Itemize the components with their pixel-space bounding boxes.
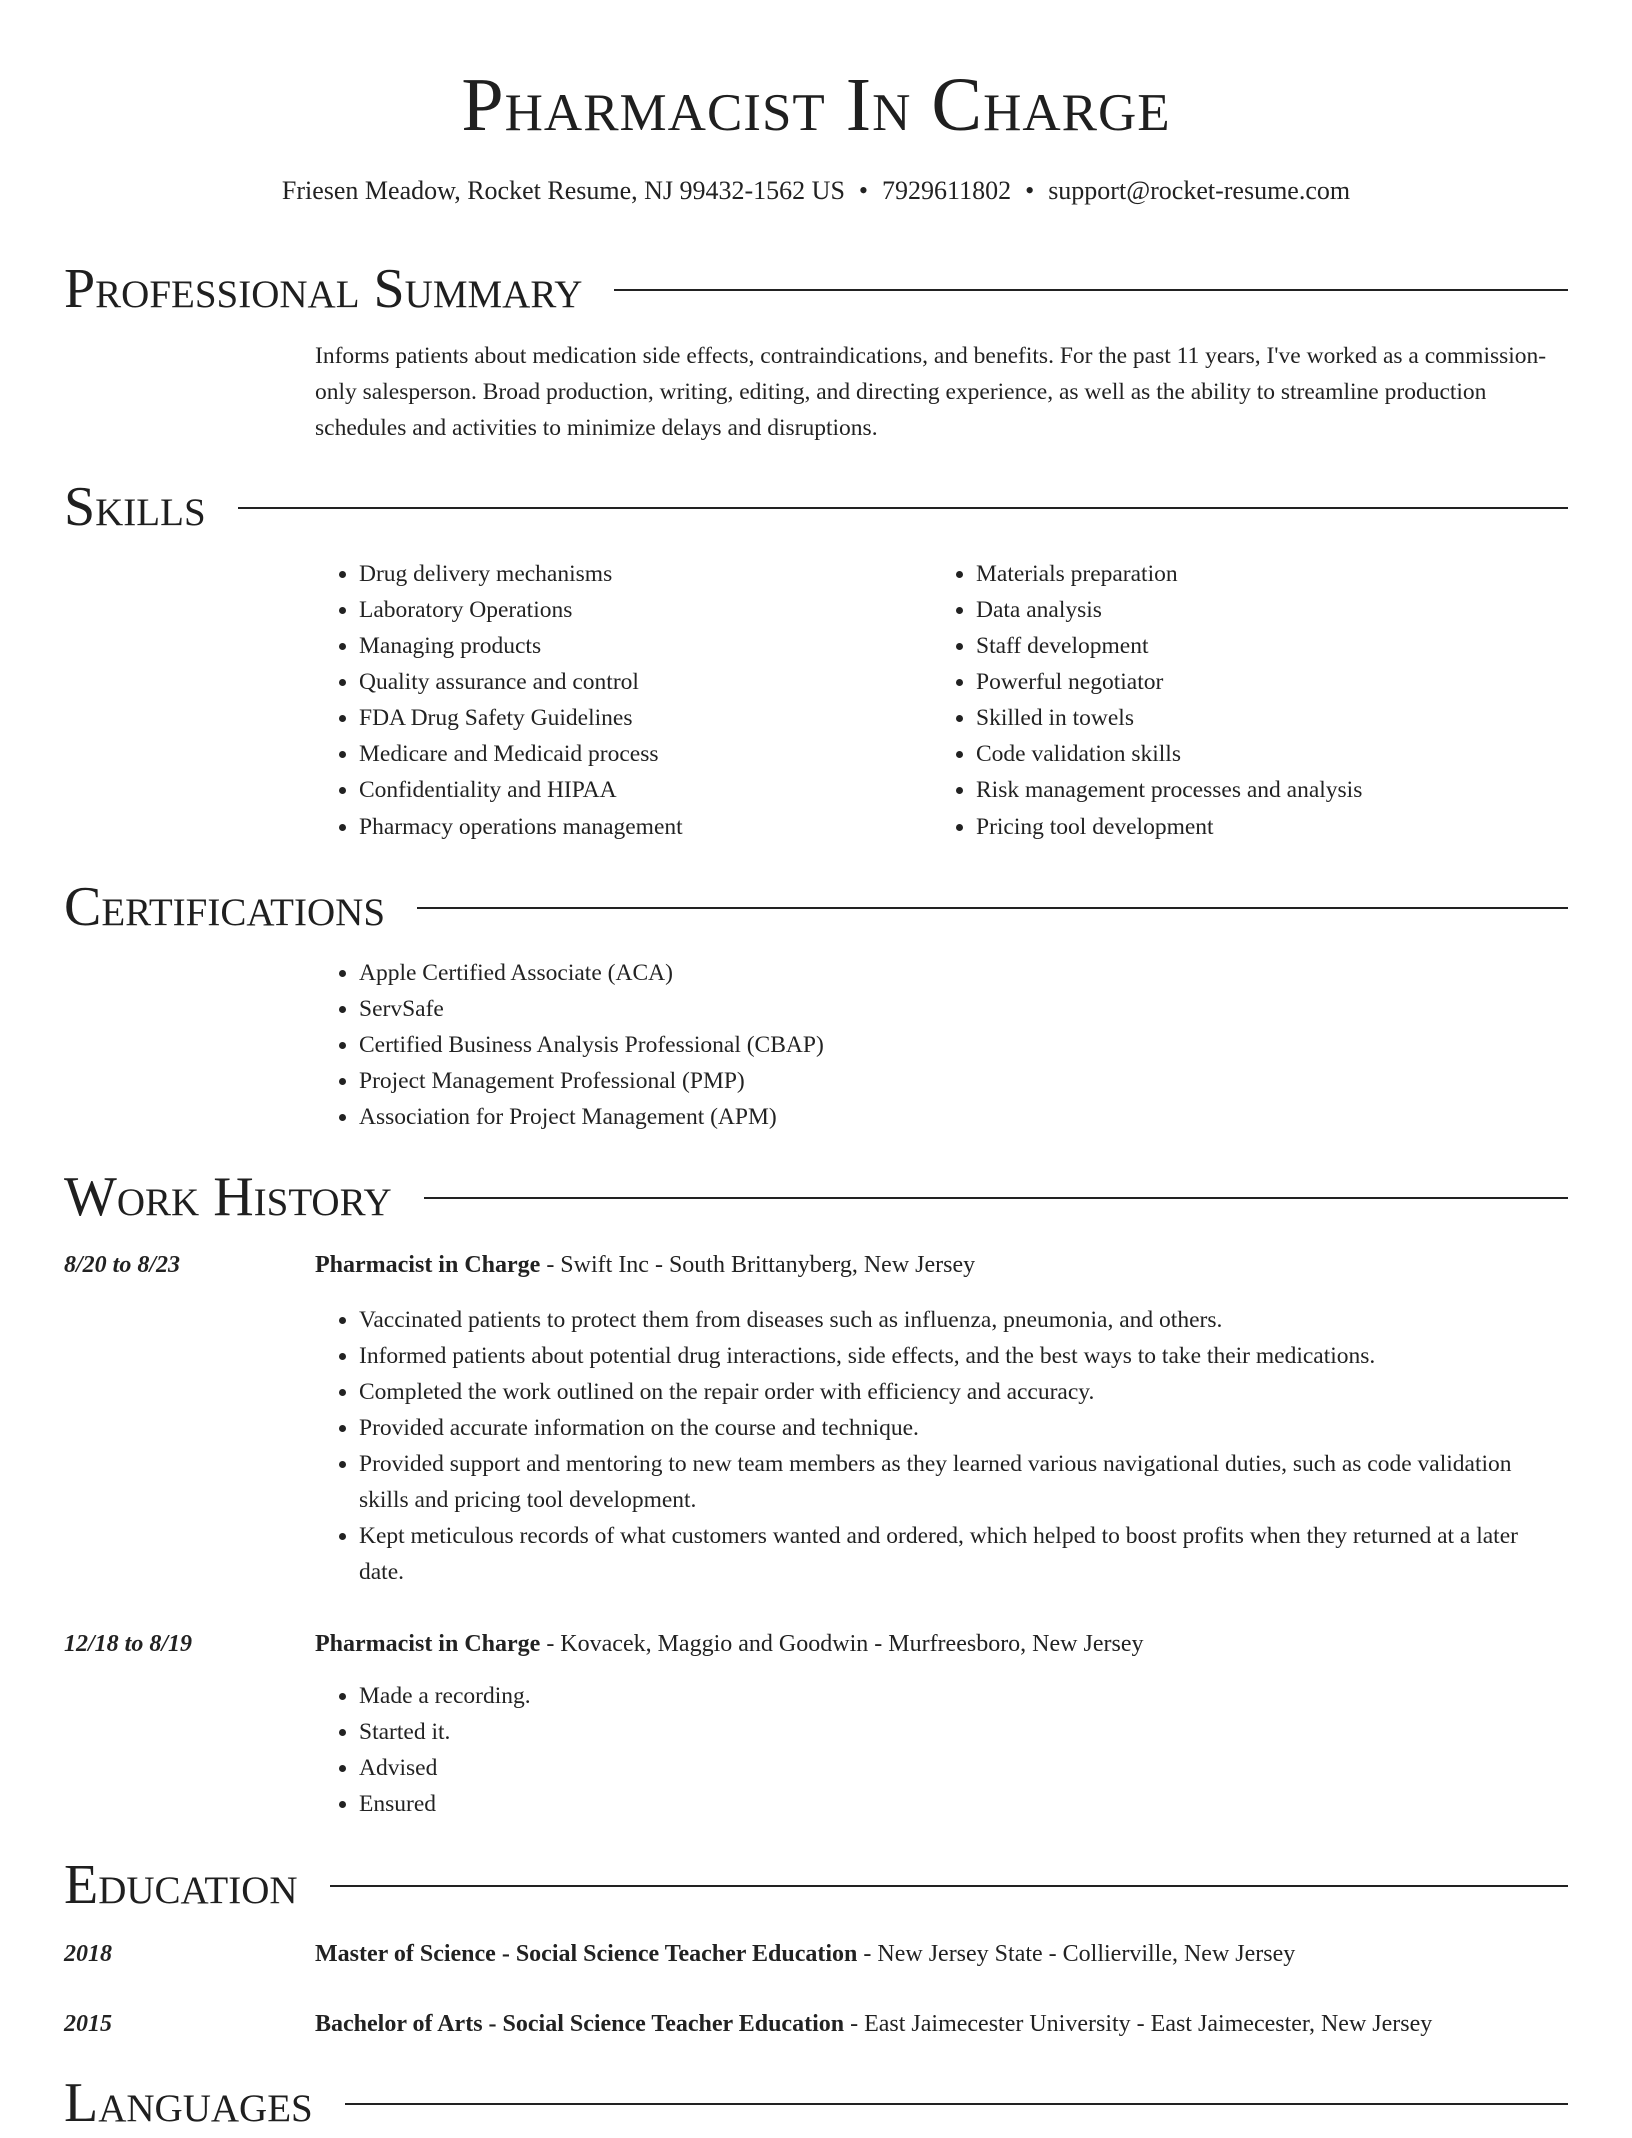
education-year: 2015	[64, 2011, 112, 2037]
skill-item: • Pricing tool development	[976, 809, 1552, 845]
section-header-skills	[64, 472, 1568, 542]
candidate-name: Pharmacist In Charge	[461, 63, 1171, 147]
section-header-education	[64, 1850, 1568, 1920]
job-title: Pharmacist in Charge	[315, 1631, 541, 1657]
skill-item: • Materials preparation	[976, 556, 1552, 592]
section-divider	[614, 289, 1568, 291]
contact-separator: •	[1025, 176, 1035, 205]
skill-item: • FDA Drug Safety Guidelines	[359, 700, 915, 736]
job-dates: 8/20 to 8/23	[64, 1252, 181, 1278]
job-duties-list	[315, 1678, 1565, 1822]
job-company-location: - Swift Inc - South Brittanyberg, New Jersey	[540, 1252, 976, 1278]
job-duty-item: • Vaccinated patients to protect them from diseases such as influenza, pneumonia, and others.	[359, 1302, 1565, 1338]
job-dates: 12/18 to 8/19	[64, 1631, 193, 1657]
section-title-languages: Languages	[64, 2072, 313, 2134]
certification-item: • Certified Business Analysis Professional (CBAP)	[359, 1027, 1565, 1063]
contact-phone: 7929611802	[882, 176, 1012, 205]
skill-item: • Risk management processes and analysis	[976, 772, 1552, 808]
job-duty-item: • Provided support and mentoring to new team members as they learned various navigational duties, such as code validation skills and pricing tool development.	[359, 1446, 1565, 1518]
certifications-list	[315, 955, 1565, 1135]
job-duty-item: • Kept meticulous records of what customers wanted and ordered, which helped to boost profits when they returned at a later date.	[359, 1518, 1565, 1590]
contact-line	[0, 174, 1632, 208]
job-company-location: - Kovacek, Maggio and Goodwin - Murfreesboro, New Jersey	[540, 1631, 1144, 1657]
section-title-summary: Professional Summary	[64, 258, 583, 320]
section-divider	[417, 907, 1568, 909]
job-duty-item: • Informed patients about potential drug interactions, side effects, and the best ways to take their medications.	[359, 1338, 1565, 1374]
section-divider	[238, 507, 1568, 509]
job-duties-list	[315, 1302, 1565, 1590]
contact-email[interactable]: support@rocket-resume.com	[1048, 176, 1351, 205]
skill-item: • Data analysis	[976, 592, 1552, 628]
job-heading	[315, 1247, 975, 1283]
certification-item: • ServSafe	[359, 991, 1565, 1027]
education-entry	[315, 2006, 1432, 2042]
job-heading	[315, 1626, 1143, 1662]
education-school-location: - New Jersey State - Collierville, New Jersey	[857, 1941, 1296, 1967]
job-duty-item: • Provided accurate information on the course and technique.	[359, 1410, 1565, 1446]
skill-item: • Medicare and Medicaid process	[359, 736, 915, 772]
education-entry	[315, 1936, 1295, 1972]
contact-separator: •	[858, 176, 869, 205]
skills-column-right	[932, 556, 1552, 845]
section-header-work-history	[64, 1162, 1568, 1232]
section-header-languages	[64, 2068, 1568, 2138]
section-title-education: Education	[64, 1854, 298, 1916]
education-degree: Bachelor of Arts - Social Science Teacher Education	[315, 2011, 845, 2037]
section-title-work-history: Work History	[64, 1166, 392, 1228]
summary-text: Informs patients about medication side effects, contraindications, and benefits. For the past 11 years, I've worked as a commission-only salesperson. Broad production, writing, editing, and directing experience, as well as the ability to streamline production schedules and activities to minimize delays and disruptions.	[315, 343, 1547, 441]
section-divider	[330, 1885, 1568, 1887]
education-year: 2018	[64, 1941, 112, 1967]
section-divider	[345, 2103, 1568, 2105]
skill-item: • Managing products	[359, 628, 915, 664]
job-duty-item: • Made a recording.	[359, 1678, 1565, 1714]
certification-item: • Association for Project Management (APM)	[359, 1099, 1565, 1135]
section-header-summary	[64, 254, 1568, 324]
skill-item: • Quality assurance and control	[359, 664, 915, 700]
job-duty-item: • Completed the work outlined on the repair order with efficiency and accuracy.	[359, 1374, 1565, 1410]
skill-item: • Drug delivery mechanisms	[359, 556, 915, 592]
skill-item: • Powerful negotiator	[976, 664, 1552, 700]
skills-column-left	[315, 556, 915, 845]
skill-item: • Laboratory Operations	[359, 592, 915, 628]
skill-item: • Skilled in towels	[976, 700, 1552, 736]
skill-item: • Pharmacy operations management	[359, 809, 915, 845]
skill-item: • Code validation skills	[976, 736, 1552, 772]
certification-item: • Project Management Professional (PMP)	[359, 1063, 1565, 1099]
skill-item: • Staff development	[976, 628, 1552, 664]
skill-item: • Confidentiality and HIPAA	[359, 772, 915, 808]
section-header-certifications	[64, 872, 1568, 942]
job-title: Pharmacist in Charge	[315, 1252, 541, 1278]
section-title-certifications: Certifications	[64, 876, 386, 938]
job-duty-item: • Advised	[359, 1750, 1565, 1786]
education-school-location: - East Jaimecester University - East Jaimecester, New Jersey	[844, 2011, 1433, 2037]
section-title-skills: Skills	[64, 476, 206, 538]
section-divider	[424, 1197, 1568, 1199]
job-duty-item: • Started it.	[359, 1714, 1565, 1750]
education-degree: Master of Science - Social Science Teacher Education	[315, 1941, 858, 1967]
job-duty-item: • Ensured	[359, 1786, 1565, 1822]
certification-item: • Apple Certified Associate (ACA)	[359, 955, 1565, 991]
contact-address: Friesen Meadow, Rocket Resume, NJ 99432-1562 US	[281, 176, 845, 205]
